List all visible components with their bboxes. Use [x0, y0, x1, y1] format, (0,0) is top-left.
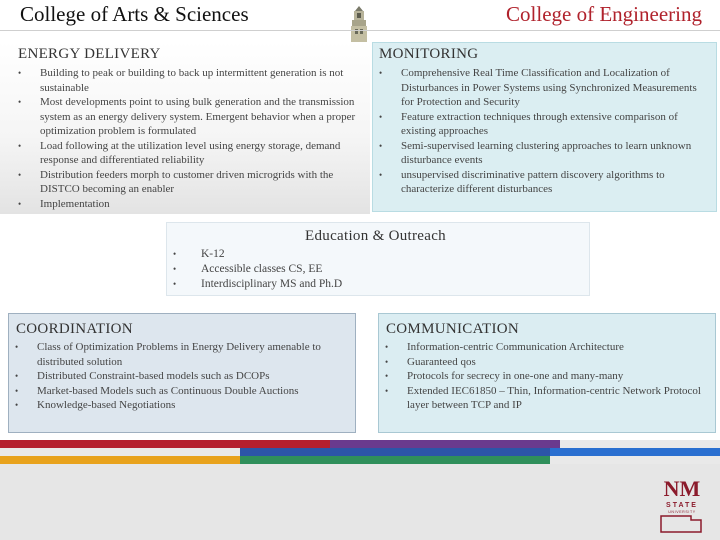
bullet-icon: •	[18, 198, 22, 209]
stripe-light	[550, 456, 720, 464]
communication-panel	[378, 313, 716, 433]
list-item: • Implementation	[18, 197, 110, 210]
logo-university-text: UNIVERSITY	[668, 510, 696, 514]
communication-list	[385, 340, 711, 413]
list-item: • Most developments point to using bulk generation and the transmission system as an energy delivery system. Emergent behavior when a proper optimization problem is formulated	[18, 96, 356, 137]
footer-band	[0, 464, 720, 540]
logo-state-text: STATE	[666, 502, 698, 509]
logo-nm-text: NM	[663, 476, 701, 501]
energy-delivery-title: ENERGY DELIVERY	[18, 46, 161, 62]
bullet-icon: •	[18, 97, 22, 107]
list-item: • Comprehensive Real Time Classification and Localization of Disturbances in Power Systems using Synchronized Measurements for Protection and Security	[379, 67, 697, 108]
header-right-title: College of Engineering	[506, 2, 702, 26]
communication-title: COMMUNICATION	[386, 321, 520, 337]
bullet-icon: •	[385, 356, 389, 367]
list-item: • Interdisciplinary MS and Ph.D	[173, 278, 343, 290]
list-item: • Guaranteed qos	[385, 355, 476, 368]
stripe-bright-blue	[550, 448, 720, 456]
bullet-icon: •	[379, 169, 383, 180]
campus-tower-icon	[346, 4, 372, 46]
list-item: • Knowledge-based Negotiations	[15, 399, 176, 411]
stripe-purple	[330, 440, 560, 448]
header-left-title: College of Arts & Sciences	[20, 2, 249, 26]
monitoring-title: MONITORING	[379, 46, 479, 62]
bullet-icon: •	[18, 140, 22, 151]
list-item: • Market-based Models such as Continuous Double Auctions	[15, 384, 299, 397]
list-item: • Extended IEC61850 – Thin, Information-centric Network Protocol layer between TCP and IP	[385, 384, 701, 411]
bullet-icon: •	[15, 385, 19, 396]
list-item: • Load following at the utilization level using energy storage, demand response and differentiated reliability	[18, 139, 341, 166]
list-item: • Protocols for secrecy in one-one and many-many	[385, 370, 624, 382]
stripe-light	[560, 440, 720, 448]
coordination-panel	[8, 313, 356, 433]
bullet-icon: •	[15, 342, 19, 352]
energy-delivery-panel	[0, 42, 370, 214]
bullet-icon: •	[385, 342, 389, 352]
nm-state-logo	[655, 474, 709, 534]
list-item: • Semi-supervised learning clustering approaches to learn unknown disturbance events	[379, 139, 692, 166]
stripe-crimson	[0, 440, 330, 448]
stripe-light	[0, 448, 240, 456]
stripe-gold	[0, 456, 240, 464]
list-item: • unsupervised discriminative pattern discovery algorithms to characterize different disturbances	[379, 168, 665, 195]
list-item: • Building to peak or building to back up intermittent generation is not sustainable	[18, 67, 344, 94]
bullet-icon: •	[173, 249, 177, 259]
bullet-icon: •	[379, 111, 383, 122]
education-outreach-panel	[166, 222, 590, 296]
coordination-list	[15, 340, 351, 413]
education-outreach-title: Education & Outreach	[305, 228, 446, 244]
bullet-icon: •	[15, 400, 19, 410]
monitoring-panel	[372, 42, 717, 212]
list-item: • Feature extraction techniques through extensive comparison of existing approaches	[379, 110, 678, 137]
list-item: • Class of Optimization Problems in Energy Delivery amenable to distributed solution	[15, 341, 321, 368]
list-item: • Information-centric Communication Architecture	[385, 341, 624, 353]
education-outreach-list	[173, 247, 473, 292]
list-item: • K-12	[173, 248, 225, 260]
stripe-blue	[240, 448, 550, 456]
list-item: • Distribution feeders morph to customer driven microgrids with the DISTCO becoming an enabler	[18, 168, 334, 195]
bullet-icon: •	[385, 371, 389, 381]
list-item: • Distributed Constraint-based models such as DCOPs	[15, 370, 270, 382]
header-divider	[0, 30, 720, 31]
monitoring-list	[379, 66, 711, 197]
bullet-icon: •	[385, 385, 389, 396]
bullet-icon: •	[173, 264, 177, 274]
energy-delivery-list	[18, 66, 363, 211]
bullet-icon: •	[173, 279, 177, 289]
bullet-icon: •	[15, 371, 19, 381]
bullet-icon: •	[18, 68, 22, 78]
stripe-green	[240, 456, 550, 464]
list-item: • Accessible classes CS, EE	[173, 263, 323, 275]
coordination-title: COORDINATION	[16, 321, 133, 337]
bullet-icon: •	[379, 68, 383, 78]
bullet-icon: •	[18, 169, 22, 180]
bullet-icon: •	[379, 140, 383, 151]
